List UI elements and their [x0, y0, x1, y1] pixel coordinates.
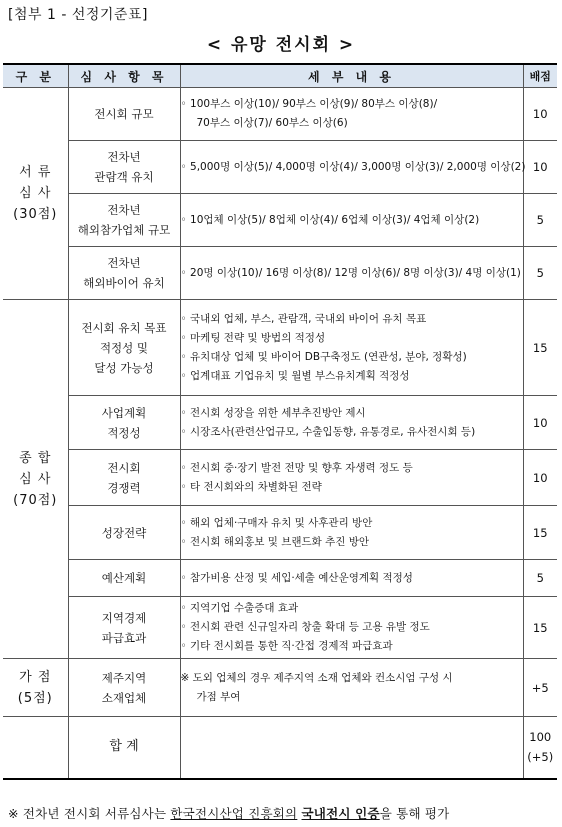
item-cell	[68, 450, 180, 506]
detail-line: ◦ 타 전시회와의 차별화된 전략	[180, 480, 322, 493]
item-cell	[68, 396, 180, 450]
table-header-row	[3, 64, 557, 88]
header-detail: 세 부 내 용	[180, 64, 523, 88]
table-row	[3, 597, 557, 659]
table-row	[3, 560, 557, 597]
detail-line: ◦ 유치대상 업체 및 바이어 DB구축정도 (연관성, 분야, 정확성)	[180, 350, 467, 363]
detail-line: ◦ 시장조사(관련산업규모, 수출입동향, 유통경로, 유사전시회 등)	[180, 425, 476, 438]
detail-line: ◦ 해외 업체·구매자 유치 및 사후관리 방안	[180, 516, 373, 529]
score-cell: 5	[523, 194, 557, 247]
table-row	[3, 88, 557, 141]
item-label: 적정성 및	[99, 340, 149, 355]
detail-line: ◦ 전시회 중·장기 발전 전망 및 향후 자생력 정도 등	[180, 461, 413, 474]
detail-cell	[180, 659, 523, 717]
category-label: (30점)	[13, 207, 58, 222]
score-cell: +5	[523, 659, 557, 717]
detail-line: ◦ 20명 이상(10)/ 16명 이상(8)/ 12명 이상(6)/ 8명 이상(3)/ 4명 이상(1)	[180, 266, 521, 279]
detail-cell	[180, 300, 523, 396]
table-row	[3, 396, 557, 450]
total-score-line: (+5)	[527, 750, 554, 765]
total-score	[523, 717, 557, 779]
total-detail-empty	[180, 717, 523, 779]
table-row	[3, 450, 557, 506]
score-cell: 10	[523, 396, 557, 450]
score-cell: 15	[523, 300, 557, 396]
item-label: 관람객 유치	[94, 170, 154, 184]
detail-cell	[180, 560, 523, 597]
item-label: 달성 가능성	[94, 360, 154, 375]
item-cell	[68, 247, 180, 300]
detail-line: ◦ 100부스 이상(10)/ 90부스 이상(9)/ 80부스 이상(8)/	[180, 98, 438, 110]
detail-cell	[180, 247, 523, 300]
item-label: 해외참가업체 규모	[77, 223, 171, 237]
header-score: 배점	[523, 64, 557, 88]
item-label: 제주지역	[101, 670, 147, 685]
detail-cell	[180, 194, 523, 247]
detail-line: ◦ 참가비용 산정 및 세입·세출 예산운영계획 적정성	[180, 571, 413, 584]
total-score-line: 100	[529, 730, 552, 745]
score-cell: 10	[523, 88, 557, 141]
item-cell	[68, 659, 180, 717]
footnote-prefix: ※ 전차년 전시회 서류심사는	[8, 806, 171, 821]
item-cell	[68, 506, 180, 560]
category-label: 서 류	[19, 165, 52, 180]
item-label: 전차년	[107, 256, 141, 270]
category-cell	[3, 659, 68, 717]
detail-line: 가점 부여	[196, 690, 241, 703]
detail-line: ※ 도외 업체의 경우 제주지역 소재 업체와 컨소시엄 구성 시	[180, 671, 453, 684]
category-cell	[3, 300, 68, 659]
detail-line: ◦ 업계대표 기업유치 및 월별 부스유치계획 적정성	[180, 369, 410, 382]
table-row	[3, 659, 557, 717]
total-blank-cell	[3, 717, 68, 779]
detail-cell	[180, 506, 523, 560]
total-row	[3, 717, 557, 779]
detail-line: ◦ 전시회 관련 신규일자리 창출 확대 등 고용 유발 정도	[180, 621, 430, 633]
item-label: 적정성	[107, 425, 141, 440]
item-cell	[68, 141, 180, 194]
item-label: 전시회 유치 목표	[81, 320, 167, 335]
category-label: 심 사	[19, 471, 52, 487]
item-cell	[68, 300, 180, 396]
item-cell	[68, 597, 180, 659]
detail-line: 70부스 이상(7)/ 60부스 이상(6)	[196, 117, 348, 129]
table-body	[3, 88, 557, 779]
detail-cell	[180, 597, 523, 659]
item-cell	[68, 560, 180, 597]
score-cell: 5	[523, 247, 557, 300]
header-item: 심 사 항 목	[68, 64, 180, 88]
score-cell: 5	[523, 560, 557, 597]
item-label: 전시회	[107, 460, 141, 475]
footnote-suffix: 을 통해 평가	[379, 806, 450, 821]
detail-line: ◦ 5,000명 이상(5)/ 4,000명 이상(4)/ 3,000명 이상(3)/ 2,000명 이상(2)	[180, 160, 526, 173]
score-cell: 15	[523, 597, 557, 659]
page-title: < 유망 전시회 >	[206, 35, 356, 55]
item-label: 전차년	[107, 203, 141, 217]
category-label: 가 점	[19, 669, 52, 685]
category-label: 심 사	[19, 186, 52, 201]
detail-line: ◦ 전시회 해외홍보 및 브랜드화 추진 방안	[180, 535, 370, 548]
item-label: 지역경제	[101, 610, 147, 625]
detail-line: ◦ 마케팅 전략 및 방법의 적정성	[180, 331, 326, 344]
item-label: 전시회 규모	[94, 107, 154, 121]
item-label: 해외바이어 유치	[83, 276, 165, 290]
item-label: 전차년	[107, 150, 141, 164]
table-row	[3, 247, 557, 300]
item-label: 파급효과	[101, 630, 147, 645]
category-label: (70점)	[13, 492, 58, 508]
category-label: (5점)	[17, 690, 53, 706]
item-cell	[68, 194, 180, 247]
score-cell: 10	[523, 450, 557, 506]
category-cell	[3, 88, 68, 300]
detail-line: ◦ 기타 전시회를 통한 직·간접 경제적 파급효과	[180, 640, 393, 652]
detail-cell	[180, 141, 526, 194]
total-label: 합 계	[68, 717, 180, 779]
table-row	[3, 300, 557, 396]
item-cell	[68, 88, 180, 141]
header-category: 구 분	[3, 64, 68, 88]
score-cell: 10	[523, 141, 557, 194]
detail-line: ◦ 전시회 성장을 위한 세부추진방안 제시	[180, 406, 366, 419]
score-cell: 15	[523, 506, 557, 560]
footnote-certification: 국내전시 인증	[301, 806, 380, 821]
category-label: 종 합	[19, 450, 52, 466]
detail-cell	[180, 450, 523, 506]
item-label: 성장전략	[101, 525, 147, 540]
detail-cell	[180, 88, 523, 141]
footnote-org: 한국전시산업 진흥회의	[170, 806, 298, 821]
item-label: 사업계획	[101, 405, 147, 420]
detail-cell	[180, 396, 523, 450]
footnote	[8, 804, 449, 822]
attachment-label: [첨부 1 - 선정기준표]	[8, 7, 148, 23]
table-row	[3, 141, 557, 194]
item-label: 경쟁력	[107, 480, 141, 495]
item-label: 예산계획	[101, 571, 147, 585]
table-row	[3, 506, 557, 560]
table-row	[3, 194, 557, 247]
detail-line: ◦ 지역기업 수출증대 효과	[180, 602, 299, 614]
item-label: 소재업체	[101, 690, 147, 705]
detail-line: ◦ 국내외 업체, 부스, 관람객, 국내외 바이어 유치 목표	[180, 312, 427, 325]
criteria-table	[3, 63, 557, 780]
detail-line: ◦ 10업체 이상(5)/ 8업체 이상(4)/ 6업체 이상(3)/ 4업체 이상(2)	[180, 213, 480, 226]
